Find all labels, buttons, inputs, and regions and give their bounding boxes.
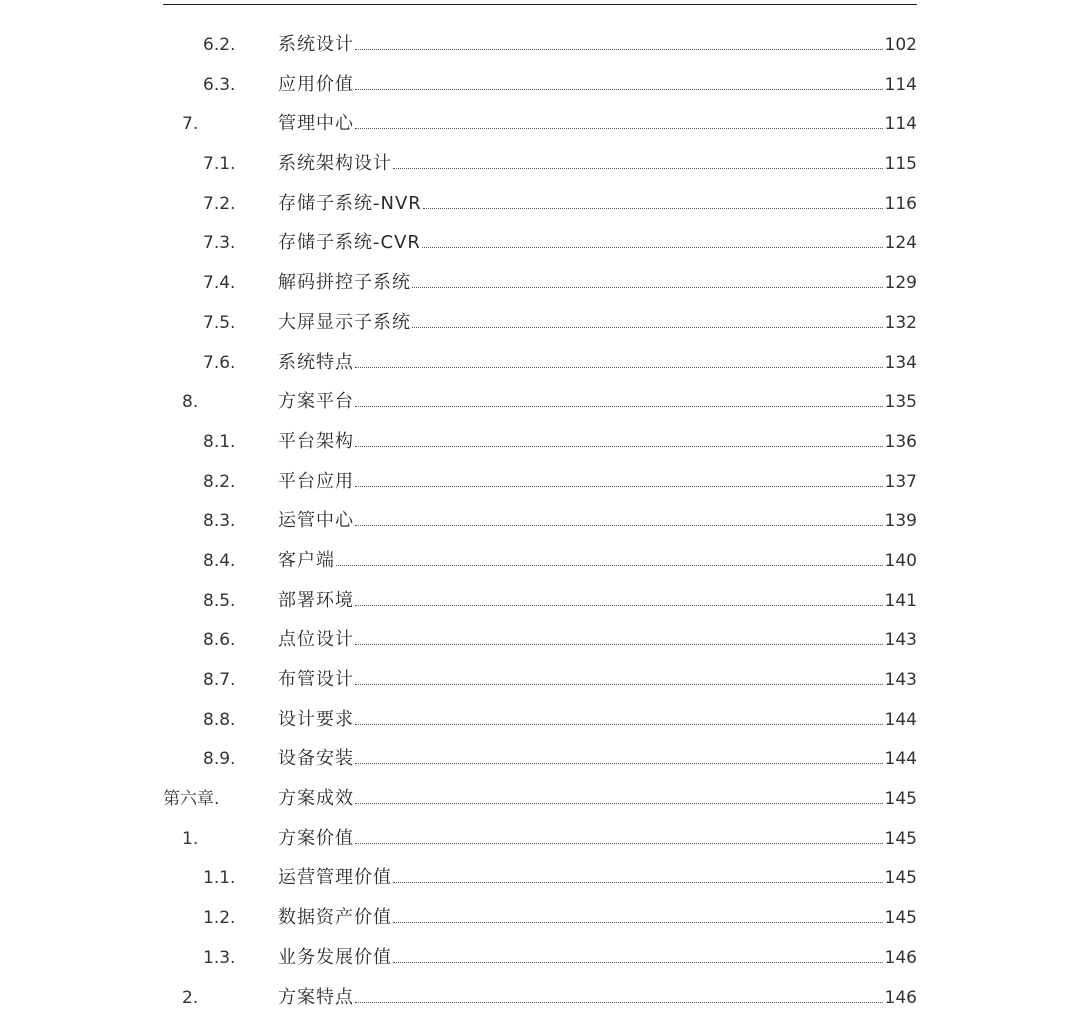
toc-entry-title: 解码拼控子系统	[278, 272, 411, 294]
dot-leader	[423, 208, 883, 209]
dot-leader	[355, 89, 883, 90]
dot-leader	[355, 684, 883, 685]
toc-entry-line	[278, 748, 917, 770]
toc-entry-title: 应用价值	[278, 73, 354, 95]
dot-leader	[393, 168, 883, 169]
toc-entry-number: 6.2.	[203, 35, 236, 55]
toc-entry[interactable]	[0, 740, 1080, 780]
toc-entry-title: 管理中心	[278, 113, 354, 135]
toc-entry-page-number: 145	[884, 789, 917, 810]
toc-entry[interactable]	[0, 502, 1080, 542]
toc-entry-page-number: 141	[884, 590, 917, 611]
toc-entry[interactable]	[0, 621, 1080, 661]
dot-leader	[412, 287, 883, 288]
toc-entry-number: 7.6.	[203, 352, 236, 373]
toc-entry-number: 7.5.	[203, 312, 236, 333]
toc-entry-title: 点位设计	[278, 629, 354, 651]
toc-entry-page-number: 137	[884, 471, 917, 492]
toc-entry-line	[278, 352, 917, 374]
table-of-contents	[0, 26, 1080, 1018]
toc-entry-title: 存储子系统-NVR	[278, 192, 422, 214]
toc-entry[interactable]	[0, 383, 1080, 423]
toc-entry-number: 第六章.	[163, 789, 220, 810]
toc-entry[interactable]	[0, 899, 1080, 939]
toc-entry-number: 1.3.	[203, 947, 236, 968]
toc-entry[interactable]	[0, 423, 1080, 463]
toc-entry-line	[278, 788, 917, 810]
toc-entry-line	[278, 828, 917, 850]
toc-entry[interactable]	[0, 820, 1080, 860]
toc-entry-number: 6.3.	[203, 74, 236, 95]
toc-entry-page-number: 124	[884, 233, 917, 254]
toc-entry-page-number: 102	[884, 35, 917, 55]
toc-entry-number: 8.4.	[203, 550, 236, 571]
toc-entry[interactable]	[0, 224, 1080, 264]
toc-entry[interactable]	[0, 185, 1080, 225]
dot-leader	[355, 367, 883, 368]
toc-entry-line	[278, 709, 917, 731]
dot-leader	[355, 763, 883, 764]
toc-entry-title: 数据资产价值	[278, 907, 392, 929]
toc-entry[interactable]	[0, 304, 1080, 344]
toc-entry-line	[278, 907, 917, 929]
dot-leader	[355, 525, 883, 526]
toc-entry-title: 布管设计	[278, 669, 354, 690]
toc-entry-line	[278, 867, 917, 889]
toc-entry-line	[278, 550, 917, 572]
toc-entry-number: 7.1.	[203, 154, 236, 175]
dot-leader	[355, 406, 883, 407]
toc-entry[interactable]	[0, 145, 1080, 185]
toc-entry-line	[278, 113, 917, 135]
toc-entry-line	[278, 391, 917, 413]
toc-entry-line	[278, 590, 917, 612]
dot-leader	[336, 565, 883, 566]
toc-entry[interactable]	[0, 939, 1080, 979]
toc-entry-number: 7.	[182, 114, 199, 135]
toc-entry-page-number: 145	[884, 868, 917, 889]
toc-entry-number: 1.1.	[203, 868, 236, 889]
toc-entry-number: 1.2.	[203, 908, 236, 929]
toc-entry-page-number: 144	[884, 749, 917, 770]
toc-entry-title: 系统架构设计	[278, 153, 392, 175]
dot-leader	[393, 962, 883, 963]
toc-entry-title: 系统特点	[278, 351, 354, 373]
toc-entry[interactable]	[0, 344, 1080, 384]
dot-leader	[355, 803, 883, 804]
toc-entry-number: 8.2.	[203, 471, 236, 492]
toc-entry-page-number: 115	[884, 154, 917, 175]
dot-leader	[393, 922, 883, 923]
dot-leader	[355, 128, 883, 129]
toc-entry-page-number: 134	[884, 352, 917, 373]
toc-entry-line	[278, 431, 917, 453]
toc-entry-line	[278, 471, 917, 493]
toc-entry-page-number: 114	[884, 74, 917, 95]
toc-entry-title: 设计要求	[278, 708, 354, 730]
toc-entry[interactable]	[0, 26, 1080, 66]
toc-entry-title: 方案成效	[278, 788, 354, 810]
toc-entry-title: 方案平台	[278, 391, 354, 413]
toc-entry-page-number: 144	[884, 709, 917, 730]
toc-entry-page-number: 146	[884, 987, 917, 1008]
toc-entry-page-number: 143	[884, 630, 917, 651]
toc-entry-number: 8.6.	[203, 630, 236, 651]
toc-entry-page-number: 132	[884, 312, 917, 333]
toc-entry-line	[278, 74, 917, 96]
toc-entry-page-number: 145	[884, 908, 917, 929]
toc-entry-title: 大屏显示子系统	[278, 311, 411, 333]
dot-leader	[422, 247, 883, 248]
toc-entry[interactable]	[0, 542, 1080, 582]
toc-entry-line	[278, 629, 917, 651]
toc-entry-number: 8.1.	[203, 431, 236, 452]
toc-entry[interactable]	[0, 661, 1080, 701]
toc-entry-title: 方案特点	[278, 986, 354, 1008]
toc-entry-line	[278, 312, 917, 334]
toc-entry-title: 客户端	[278, 549, 335, 571]
toc-entry-line	[278, 669, 917, 691]
toc-entry[interactable]	[0, 780, 1080, 820]
toc-entry-title: 存储子系统-CVR	[278, 232, 421, 254]
toc-entry-page-number: 146	[884, 947, 917, 968]
toc-entry-line	[278, 272, 917, 294]
toc-entry-title: 设备安装	[278, 748, 354, 770]
toc-entry-title: 方案价值	[278, 827, 354, 849]
dot-leader	[355, 486, 883, 487]
dot-leader	[355, 1002, 883, 1003]
toc-entry[interactable]	[0, 105, 1080, 145]
toc-entry-number: 2.	[182, 987, 199, 1008]
dot-leader	[355, 446, 883, 447]
toc-entry-line	[278, 947, 917, 969]
toc-entry-page-number: 116	[884, 193, 917, 214]
dot-leader	[355, 49, 883, 50]
dot-leader	[393, 882, 883, 883]
toc-entry-title: 平台应用	[278, 470, 354, 492]
toc-entry-line	[278, 510, 917, 532]
toc-entry-line	[278, 232, 917, 254]
toc-entry-title: 部署环境	[278, 589, 354, 611]
toc-entry-number: 7.2.	[203, 193, 236, 214]
toc-entry-title: 系统设计	[278, 34, 354, 55]
toc-entry[interactable]	[0, 859, 1080, 899]
toc-entry-number: 8.5.	[203, 590, 236, 611]
toc-entry-number: 8.3.	[203, 511, 236, 532]
toc-entry-title: 业务发展价值	[278, 946, 392, 968]
toc-entry-page-number: 129	[884, 273, 917, 294]
toc-entry-line	[278, 153, 917, 175]
toc-entry-title: 平台架构	[278, 430, 354, 452]
dot-leader	[355, 605, 883, 606]
toc-entry-page-number: 135	[884, 392, 917, 413]
toc-entry-number: 7.4.	[203, 273, 236, 294]
toc-entry-page-number: 143	[884, 670, 917, 690]
toc-entry-title: 运营管理价值	[278, 867, 392, 889]
toc-entry-number: 8.8.	[203, 709, 236, 730]
toc-entry-page-number: 136	[884, 431, 917, 452]
toc-entry[interactable]	[0, 264, 1080, 304]
toc-entry-number: 8.7.	[203, 670, 236, 690]
toc-entry-line	[278, 193, 917, 215]
toc-entry-line	[278, 34, 917, 56]
toc-entry-page-number: 114	[884, 114, 917, 135]
toc-entry-line	[278, 987, 917, 1009]
toc-entry[interactable]	[0, 66, 1080, 106]
toc-entry-number: 8.9.	[203, 749, 236, 770]
dot-leader	[412, 327, 883, 328]
toc-entry-number: 1.	[182, 828, 199, 849]
toc-entry-number: 8.	[182, 392, 199, 413]
dot-leader	[355, 843, 883, 844]
toc-entry[interactable]	[0, 979, 1080, 1019]
toc-entry[interactable]	[0, 463, 1080, 503]
toc-entry[interactable]	[0, 582, 1080, 622]
toc-entry[interactable]	[0, 701, 1080, 741]
header-rule	[163, 4, 917, 5]
dot-leader	[355, 724, 883, 725]
toc-entry-title: 运管中心	[278, 510, 354, 532]
dot-leader	[355, 644, 883, 645]
toc-entry-page-number: 145	[884, 828, 917, 849]
toc-entry-page-number: 140	[884, 550, 917, 571]
toc-entry-page-number: 139	[884, 511, 917, 532]
toc-entry-number: 7.3.	[203, 233, 236, 254]
